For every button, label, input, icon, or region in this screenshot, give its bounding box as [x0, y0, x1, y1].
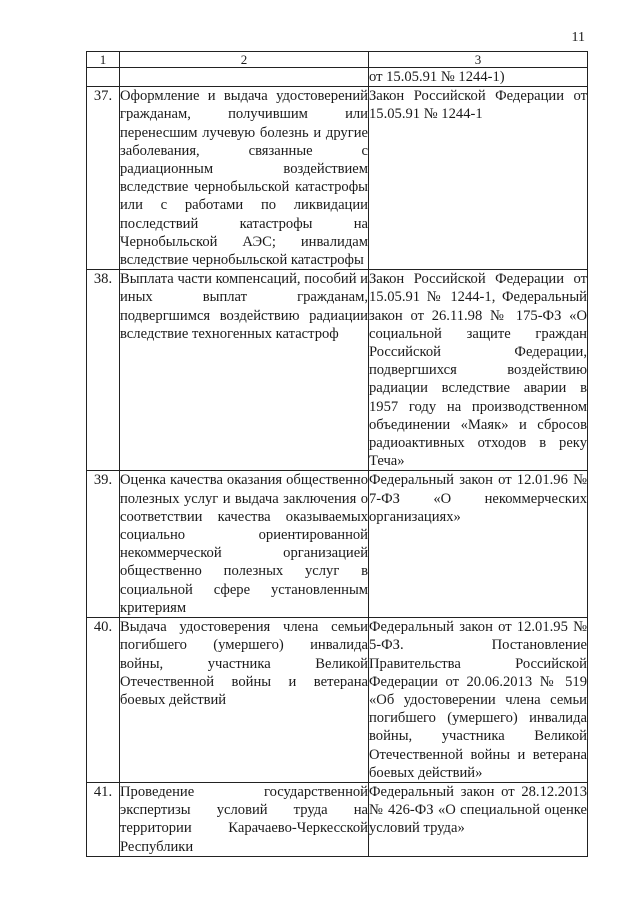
column-header: 3: [369, 52, 588, 68]
column-header: 2: [120, 52, 369, 68]
services-table: [86, 51, 588, 857]
row-number: 37.: [87, 87, 120, 270]
service-cell: Выплата части компенсаций, пособий и иных выплат гражданам, подвергшимся воздействию радиации вследствие техногенных катастроф: [120, 270, 369, 471]
row-number: 39.: [87, 471, 120, 618]
legal-basis-cell: Закон Российской Федерации от 15.05.91 № 1244-1, Федеральный закон от 26.11.98 № 175-ФЗ «О социальной защите граждан Российской Федерации, подвергшихся воздействию радиации вследствие аварии в 1957 году на производственном объединении «Маяк» и сбросов радиоактивных отходов в реку Теча»: [369, 271, 587, 470]
table-header-row: [87, 52, 588, 68]
column-header: 1: [87, 52, 120, 68]
row-number: 38.: [87, 270, 120, 471]
table-row: [87, 618, 588, 783]
table-row: [87, 471, 588, 618]
legal-basis-cell: Федеральный закон от 12.01.95 № 5-ФЗ. Постановление Правительства Российской Федерации от 20.06.2013 № 519 «Об удостоверении члена семьи погибшего (умершего) инвалида войны, участника Великой Отечественной войны и ветерана боевых действий»: [369, 619, 587, 781]
service-cell: Оценка качества оказания общественно полезных услуг и выдача заключения о соответствии качества оказываемых социально ориентированной некоммерческой организацией общественно полезных услуг в социальной сфере установленным критериям: [120, 472, 368, 616]
row-number: [87, 68, 120, 87]
table-row: [87, 270, 588, 471]
service-cell: Проведение государственной экспертизы условий труда на территории Карачаево-Черкесской Республики: [120, 783, 368, 855]
legal-basis-cell: Федеральный закон от 12.01.96 № 7-ФЗ «О некоммерческих организациях»: [369, 471, 588, 618]
row-number: 41.: [87, 782, 120, 856]
table-row-continuation: [87, 68, 588, 87]
table-row: [87, 87, 588, 270]
service-cell: Выдача удостоверения члена семьи погибшего (умершего) инвалида войны, участника Великой Отечественной войны и ветерана боевых действий: [120, 618, 369, 783]
service-cell: [120, 68, 369, 87]
table-row: [87, 782, 588, 856]
legal-basis-cell: Закон Российской Федерации от 15.05.91 № 1244-1: [369, 87, 588, 270]
page-number: 11: [571, 30, 585, 45]
legal-basis-cell: от 15.05.91 № 1244-1): [369, 68, 588, 87]
row-number: 40.: [87, 618, 120, 783]
service-cell: Оформление и выдача удостоверений гражданам, получившим или перенесшим лучевую болезнь и другие заболевания, связанные с радиационным воздействием вследствие чернобыльской катастрофы или с работами по ликвидации последствий катастрофы на Чернобыльской АЭС; инвалидам вследствие чернобыльской катастрофы: [120, 88, 368, 269]
legal-basis-cell: Федеральный закон от 28.12.2013 № 426-ФЗ «О специальной оценке условий труда»: [369, 782, 588, 856]
